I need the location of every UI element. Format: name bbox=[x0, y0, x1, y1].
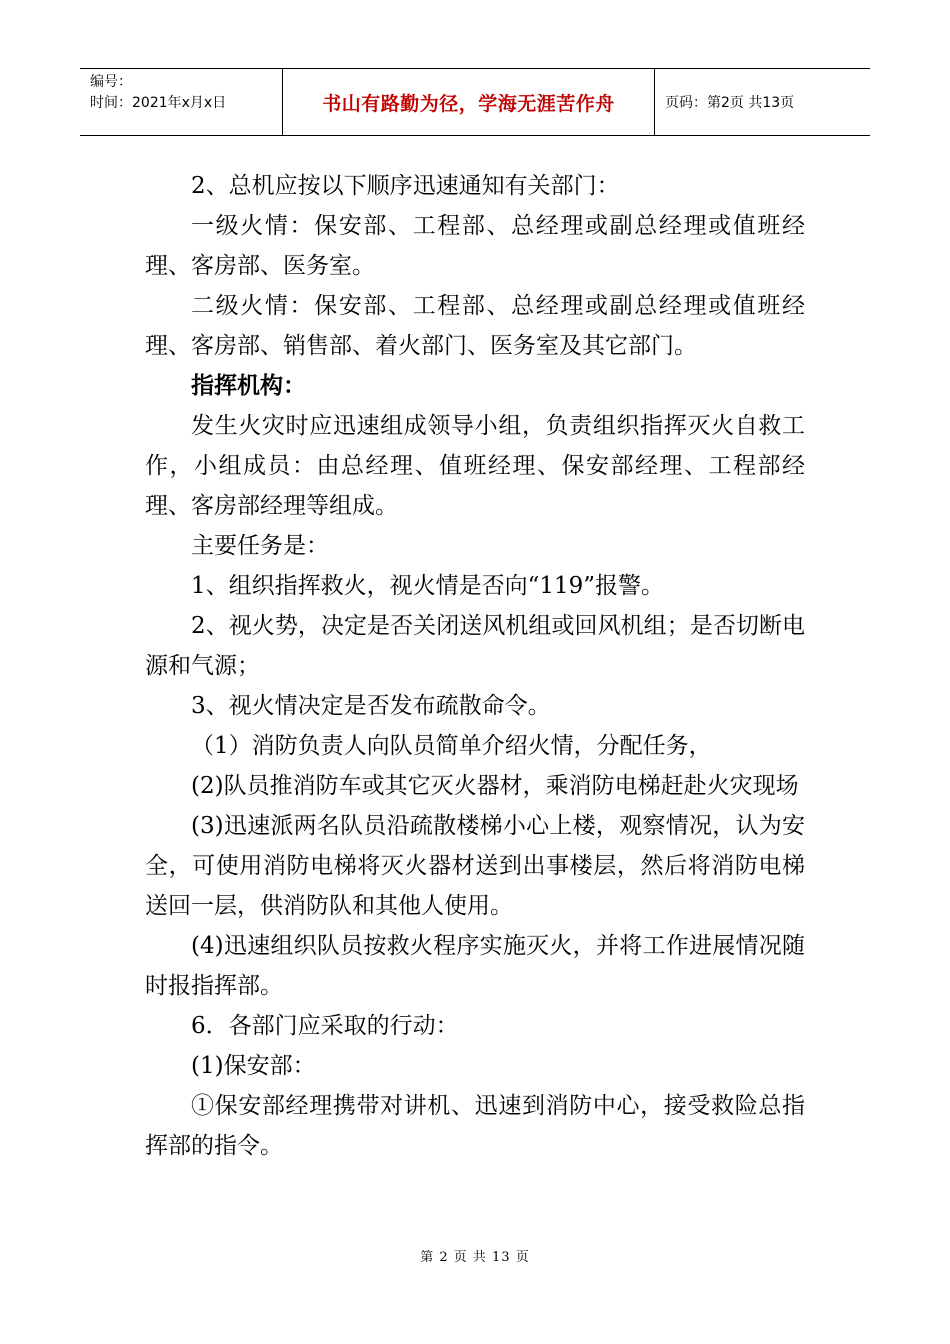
paragraph: 发生火灾时应迅速组成领导小组，负责组织指挥灭火自救工作，小组成员：由总经理、值班经理、保安部经理、工程部经理、客房部经理等组成。 bbox=[145, 413, 805, 519]
paragraph: 一级火情：保安部、工程部、总经理或副总经理或值班经理、客房部、医务室。 bbox=[145, 213, 805, 279]
document-date-label: 时间：2021年x月x日 bbox=[90, 95, 227, 111]
document-body bbox=[145, 166, 805, 1166]
page-header bbox=[80, 68, 870, 136]
paragraph: 二级火情：保安部、工程部、总经理或副总经理或值班经理、客房部、销售部、着火部门、医务室及其它部门。 bbox=[145, 293, 805, 359]
paragraph: 2、视火势，决定是否关闭送风机组或回风机组；是否切断电源和气源； bbox=[145, 613, 805, 679]
header-meta bbox=[80, 69, 282, 135]
paragraph: (1)保安部： bbox=[191, 1053, 316, 1079]
paragraph: 6．各部门应采取的行动： bbox=[191, 1013, 459, 1039]
paragraph: ①保安部经理携带对讲机、迅速到消防中心，接受救险总指挥部的指令。 bbox=[145, 1093, 805, 1159]
document-number-label: 编号： bbox=[90, 74, 132, 90]
paragraph: (2)队员推消防车或其它灭火器材，乘消防电梯赶赴火灾现场 bbox=[191, 773, 799, 799]
page-footer: 第 2 页 共 13 页 bbox=[420, 1250, 530, 1265]
paragraph: （1）消防负责人向队员简单介绍火情，分配任务， bbox=[191, 733, 712, 759]
paragraph: 主要任务是： bbox=[191, 533, 329, 559]
paragraph: (4)迅速组织队员按救火程序实施灭火，并将工作进展情况随时报指挥部。 bbox=[145, 933, 805, 999]
header-motto: 书山有路勤为径，学海无涯苦作舟 bbox=[322, 92, 615, 115]
section-heading: 指挥机构： bbox=[191, 372, 306, 399]
header-motto-cell bbox=[282, 69, 655, 135]
header-page-info: 页码：第2页 共13页 bbox=[665, 95, 795, 111]
paragraph: (3)迅速派两名队员沿疏散楼梯小心上楼，观察情况，认为安全，可使用消防电梯将灭火器材送到出事楼层，然后将消防电梯送回一层，供消防队和其他人使用。 bbox=[145, 813, 805, 919]
paragraph: 1、组织指挥救火，视火情是否向“119”报警。 bbox=[191, 573, 665, 599]
paragraph: 2、总机应按以下顺序迅速通知有关部门： bbox=[191, 173, 620, 199]
paragraph: 3、视火情决定是否发布疏散命令。 bbox=[191, 693, 551, 719]
